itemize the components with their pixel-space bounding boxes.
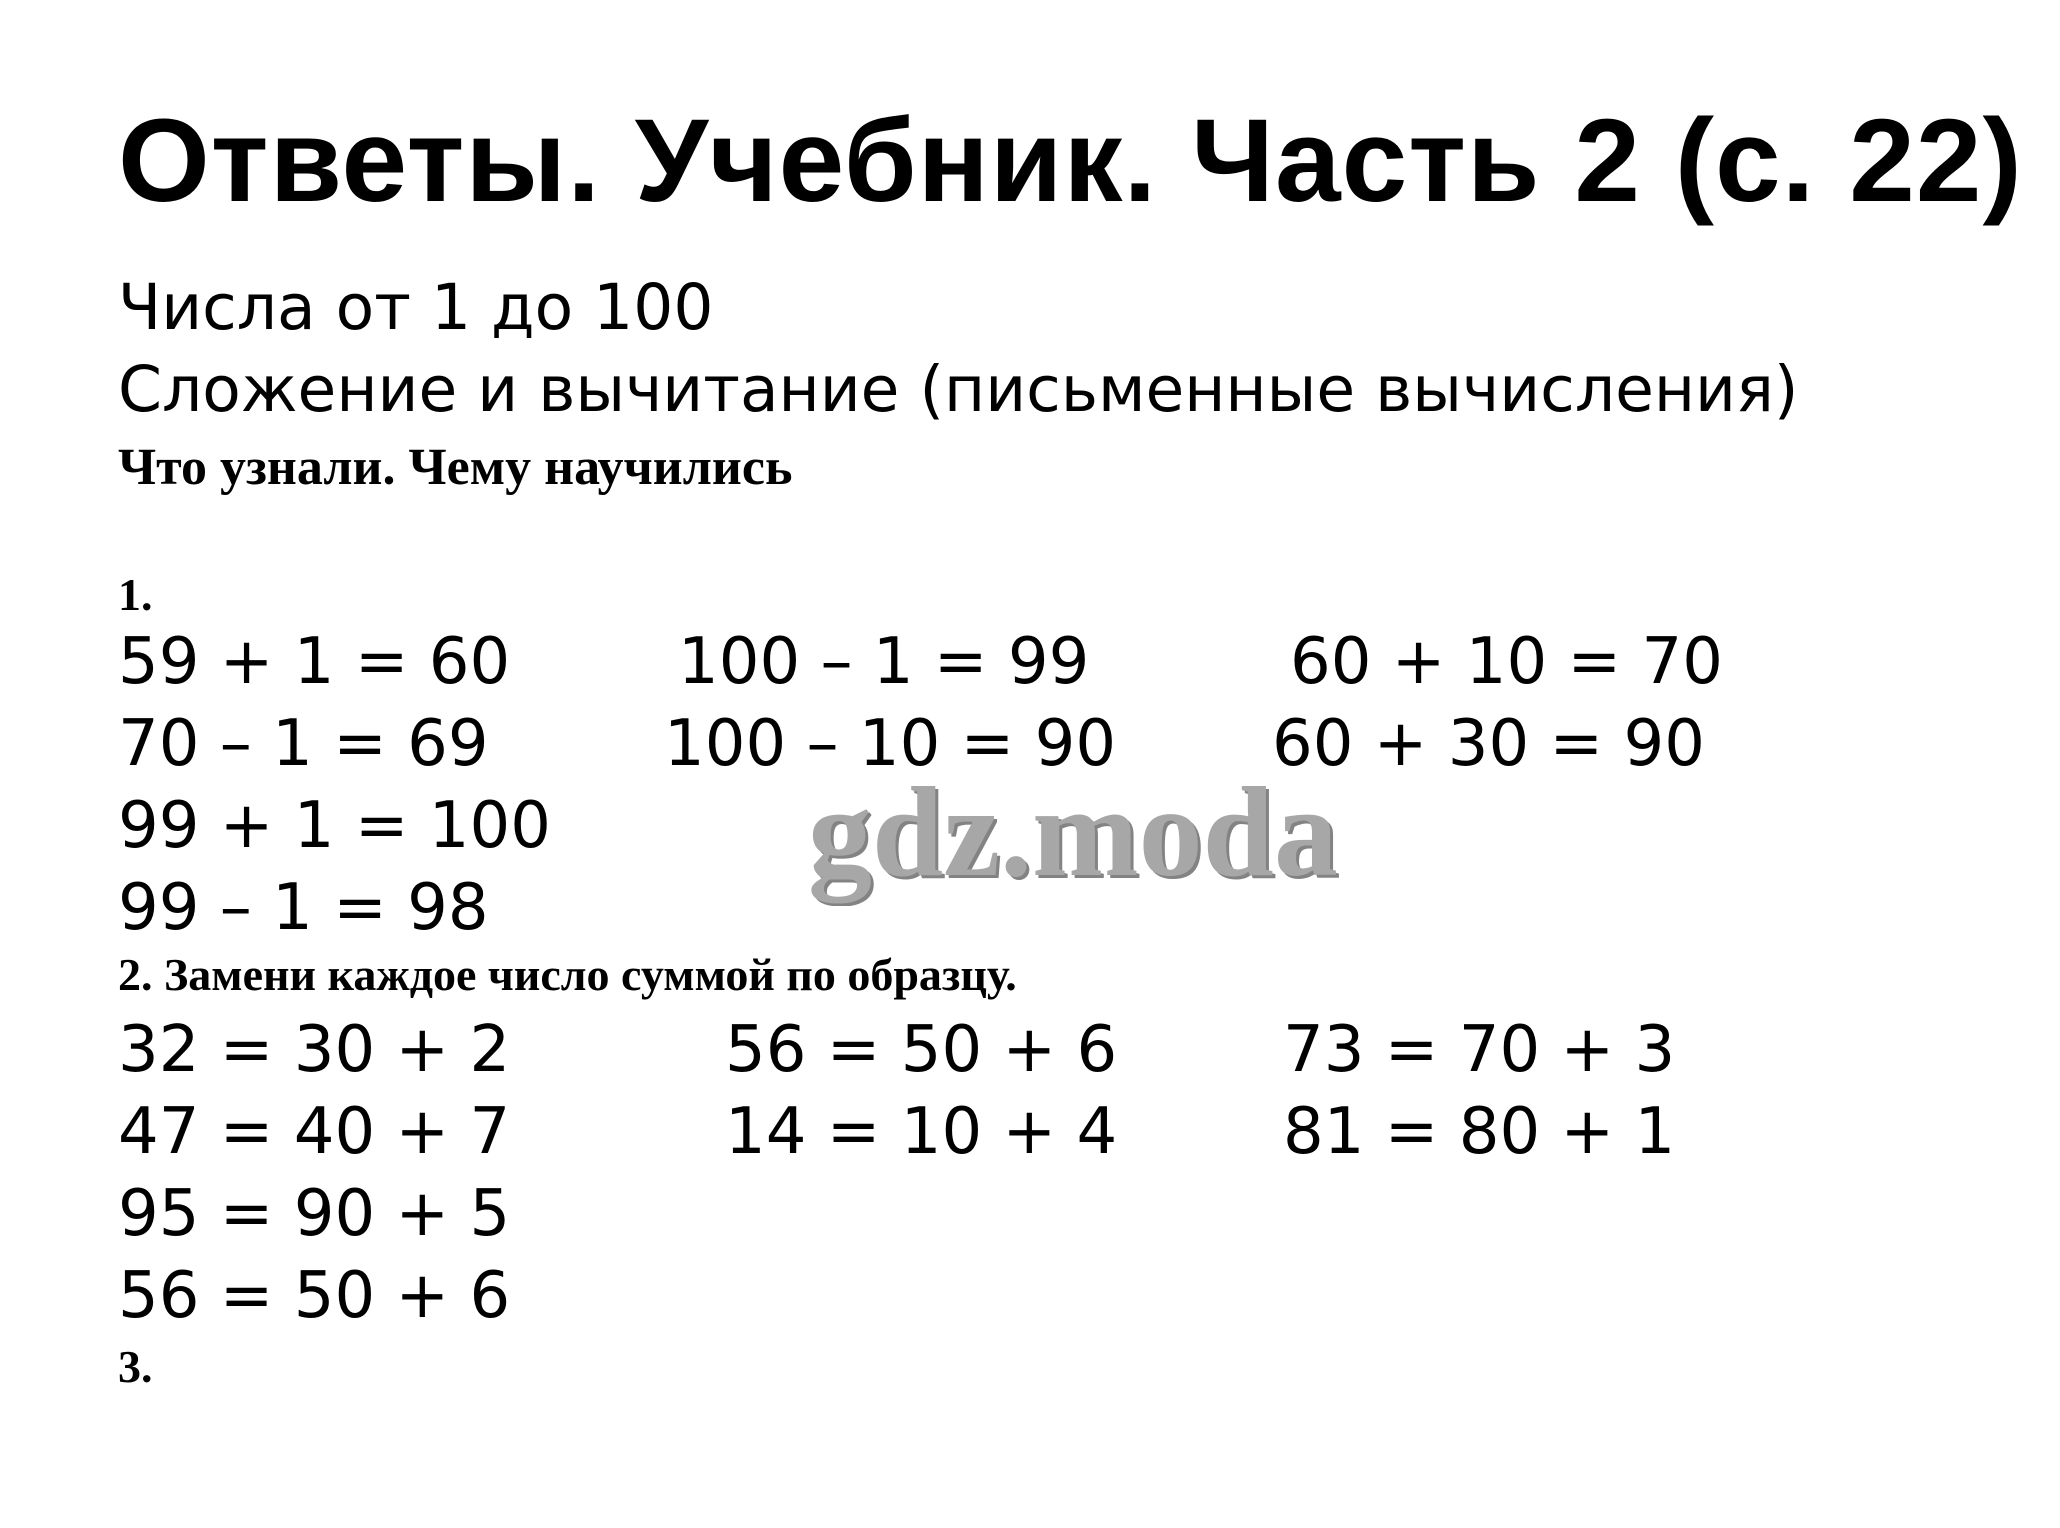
task-3-number: 3. xyxy=(118,1341,153,1392)
topic-subtitle: Числа от 1 до 100 xyxy=(118,271,714,344)
task-1-number: 1. xyxy=(118,569,153,620)
task-2-equation: 32 = 30 + 2 xyxy=(118,1013,511,1087)
task-1-equation: 100 – 1 = 99 xyxy=(678,625,1090,699)
task-1-equation: 60 + 10 = 70 xyxy=(1290,625,1723,699)
task-2-equation: 56 = 50 + 6 xyxy=(118,1259,511,1333)
task-1-equation: 60 + 30 = 90 xyxy=(1272,707,1705,781)
task-2-equation: 81 = 80 + 1 xyxy=(1283,1095,1676,1169)
task-2-heading: 2. Замени каждое число суммой по образцу. xyxy=(118,949,1017,1000)
task-1-equation: 100 – 10 = 90 xyxy=(664,707,1117,781)
task-2-equation: 56 = 50 + 6 xyxy=(725,1013,1118,1087)
page-title: Ответы. Учебник. Часть 2 (с. 22) xyxy=(118,95,2023,227)
task-2-equation: 95 = 90 + 5 xyxy=(118,1177,511,1251)
task-2-equation: 47 = 40 + 7 xyxy=(118,1095,511,1169)
lesson-subtitle: Сложение и вычитание (письменные вычисления) xyxy=(118,353,1799,426)
task-1-equation: 99 + 1 = 100 xyxy=(118,789,551,863)
task-1-equation: 70 – 1 = 69 xyxy=(118,707,489,781)
task-2-equation: 14 = 10 + 4 xyxy=(725,1095,1118,1169)
task-1-equation: 59 + 1 = 60 xyxy=(118,625,511,699)
watermark: gdz.moda xyxy=(808,761,1338,903)
section-heading: Что узнали. Чему научились xyxy=(118,439,793,496)
task-2-equation: 73 = 70 + 3 xyxy=(1283,1013,1676,1087)
task-1-equation: 99 – 1 = 98 xyxy=(118,871,489,945)
